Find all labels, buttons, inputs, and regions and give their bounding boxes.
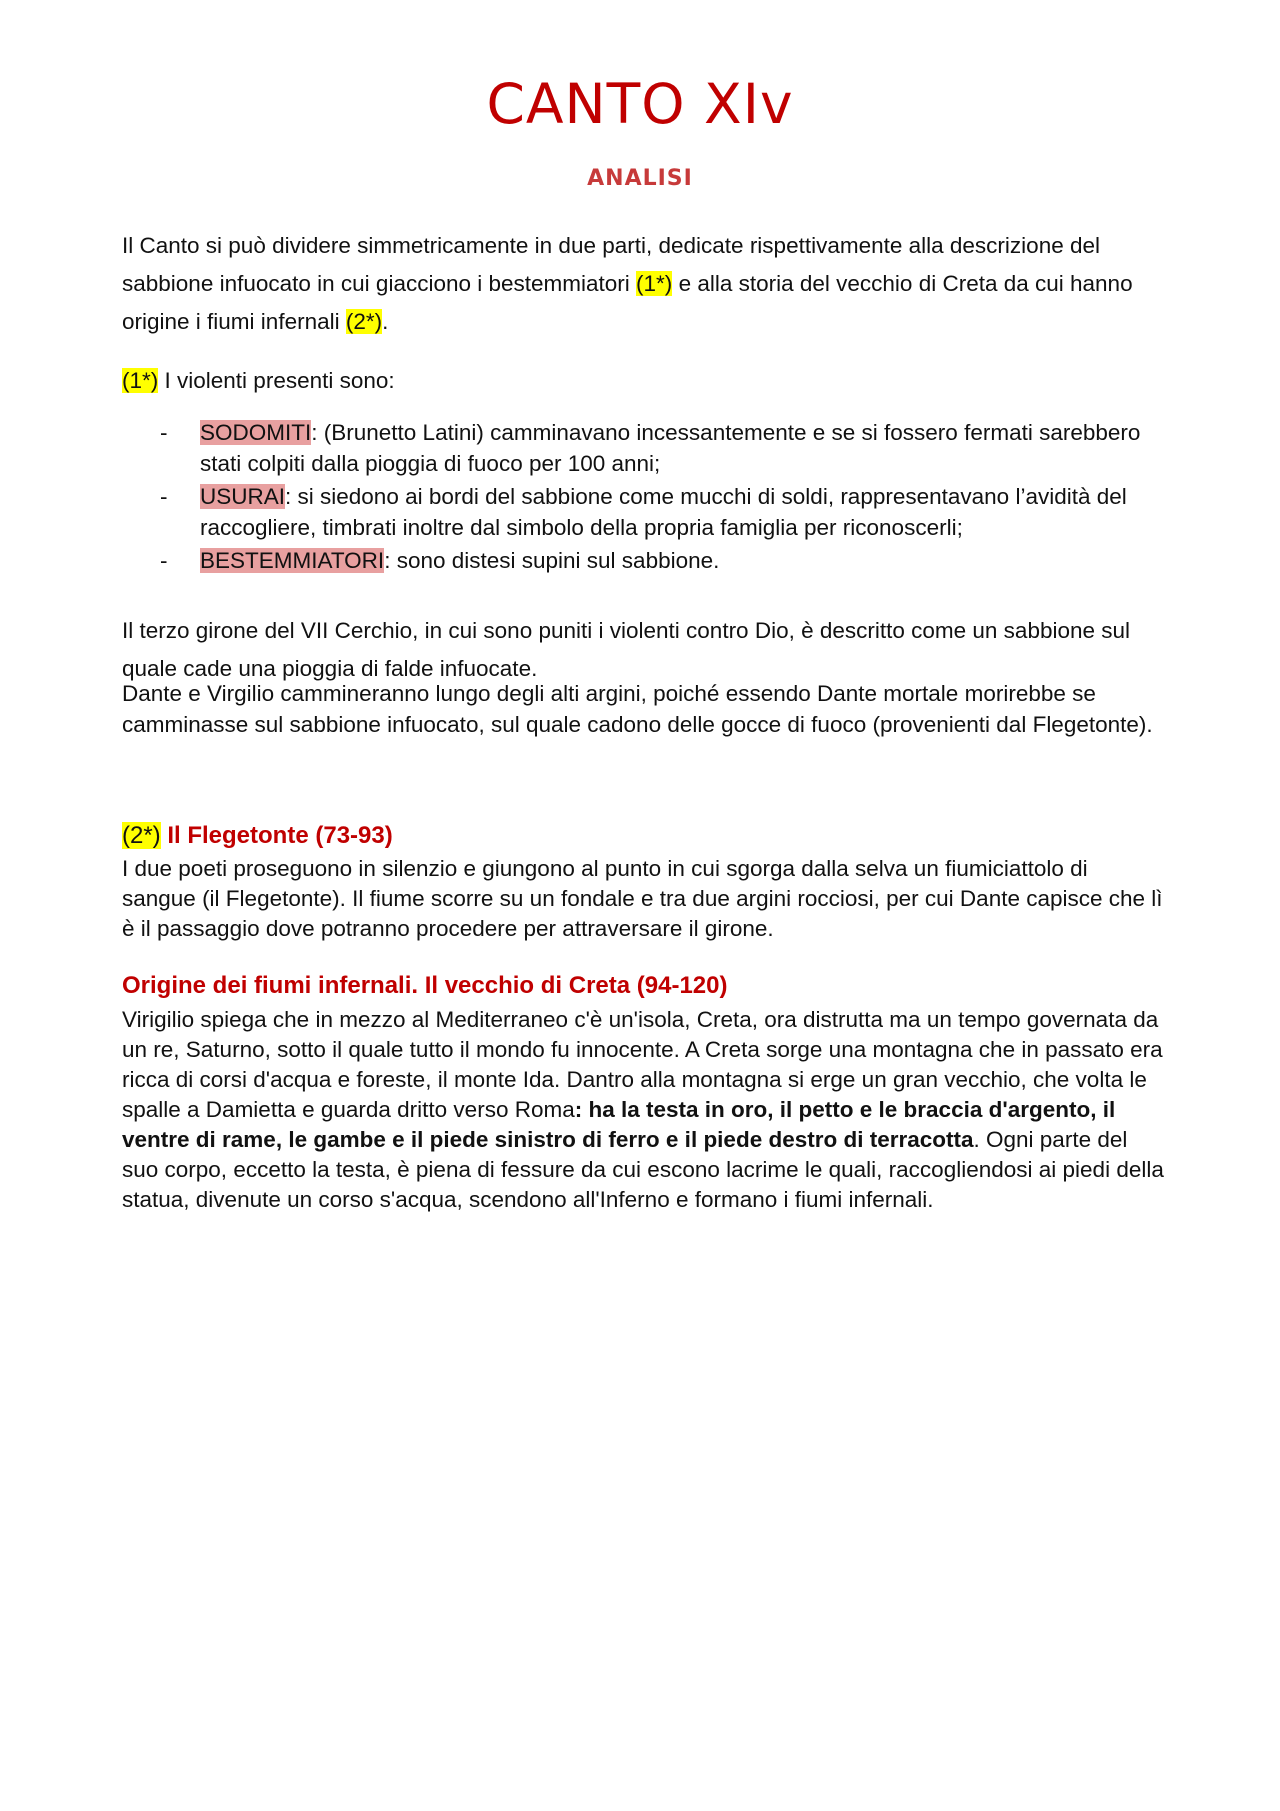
violenti-ref: (1*)	[122, 368, 159, 393]
list-dash: -	[160, 420, 168, 445]
intro-text-1: Il Canto si può dividere simmetricamente in due parti, dedicate rispettivamente alla descrizione del sabbione infuocato in cui giacciono i bestemmiatori	[122, 233, 1100, 296]
flegetonte-ref: (2*)	[122, 822, 161, 849]
origine-text-1: Virigilio spiega che in mezzo al Mediterraneo c'è un'isola, Creta, ora distrutta ma un tempo governata da un re, Saturno, sotto il quale tutto il mondo fu innocente. A Creta sorge una montagna che in passato era ricca di corsi d'acqua e foreste, il monte Ida. Dantro alla montagna si erge un gran vecchio, che volta le spalle a Damietta e guarda dritto verso Roma	[122, 1007, 1163, 1122]
page-subtitle: ANALISI	[587, 166, 693, 191]
footnote-ref-2: (2*)	[345, 309, 383, 334]
origine-bold-text: : ha la testa in oro, il petto e le braccia d'argento, il ventre di rame, le gambe e il piede sinistro di ferro e il piede destro di terracotta	[122, 1097, 1116, 1152]
origine-heading: Origine dei fiumi infernali. Il vecchio di Creta (94-120)	[122, 972, 728, 999]
list-item-bestemmiatori	[122, 545, 1167, 576]
violenti-text: I violenti presenti sono:	[158, 368, 395, 393]
flegetonte-heading	[122, 822, 1167, 850]
list-item-usurai	[122, 481, 1167, 543]
violenti-heading	[122, 364, 1167, 398]
term-usurai: USURAI	[200, 484, 286, 509]
term-sodomiti: SODOMITI	[200, 420, 312, 445]
list-item-text: : (Brunetto Latini) camminavano incessantemente e se si fossero fermati sarebbero stati colpiti dalla pioggia di fuoco per 100 anni;	[200, 420, 1141, 476]
list-dash: -	[160, 548, 168, 573]
flegetonte-paragraph: I due poeti proseguono in silenzio e giungono al punto in cui sgorga dalla selva un fiumiciattolo di sangue (il Flegetonte). Il fiume scorre su un fondale e tra due argini rocciosi, per cui Dante capisce che lì è il passaggio dove potranno procedere per attraversare il girone.	[122, 856, 1163, 941]
violenti-list	[122, 417, 1167, 578]
list-item-text: : sono distesi supini sul sabbione.	[384, 548, 720, 573]
page-title: CANTO XIv	[486, 72, 794, 136]
list-dash: -	[160, 484, 168, 509]
dante-virgilio-paragraph: Dante e Virgilio cammineranno lungo degli alti argini, poiché essendo Dante mortale morirebbe se camminasse sul sabbione infuocato, sul quale cadono delle gocce di fuoco (provenienti dal Flegetonte).	[122, 681, 1153, 737]
intro-text-2: e alla storia del vecchio di Creta da cui hanno origine i fiumi infernali	[122, 271, 1133, 334]
intro-text-3: .	[382, 309, 389, 334]
flegetonte-heading-text: Il Flegetonte (73-93)	[160, 822, 393, 849]
origine-paragraph	[122, 1005, 1167, 1215]
term-bestemmiatori: BESTEMMIATORI	[200, 548, 385, 573]
terzo-girone-paragraph: Il terzo girone del VII Cerchio, in cui sono puniti i violenti contro Dio, è descritto come un sabbione sul quale cade una pioggia di falde infuocate.	[122, 618, 1131, 681]
origine-text-2: . Ogni parte del suo corpo, eccetto la testa, è piena di fessure da cui escono lacrime le quali, raccogliendosi ai piedi della statua, divenute un corso s'acqua, scendono all'Inferno e formano i fiumi infernali.	[122, 1127, 1164, 1212]
footnote-ref-1: (1*)	[636, 271, 673, 296]
list-item-sodomiti	[122, 417, 1167, 479]
list-item-text: : si siedono ai bordi del sabbione come mucchi di soldi, rappresentavano l’avidità del raccogliere, timbrati inoltre dal simbolo della propria famiglia per riconoscerli;	[200, 484, 1127, 540]
intro-paragraph	[122, 227, 1167, 341]
